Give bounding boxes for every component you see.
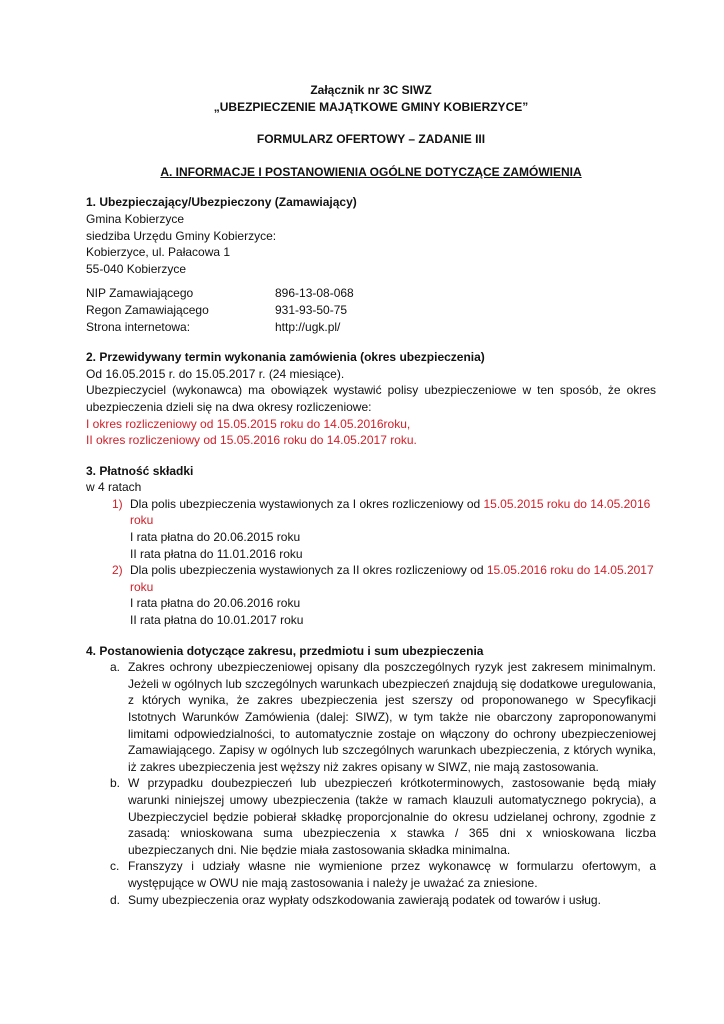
item-letter: a. <box>110 660 121 675</box>
section-2-heading: 2. Przewidywany termin wykonania zamówienia (okres ubezpieczenia) <box>86 350 485 365</box>
insurer-obligation: Ubezpieczyciel (wykonawca) ma obowiązek wystawić polisy ubezpieczeniowe w ten sposób, że okres ubezpieczenia dzieli się na dwa okresy rozliczeniowe: <box>86 383 656 414</box>
item-text: Dla polis ubezpieczenia wystawionych za I okres rozliczeniowy od <box>130 496 484 511</box>
nip-label: NIP Zamawiającego <box>86 286 194 301</box>
website-label: Strona internetowa: <box>86 319 191 334</box>
annex-title: Załącznik nr 3C SIWZ <box>310 83 432 97</box>
regon-row <box>86 302 656 319</box>
list-item <box>110 659 656 775</box>
installment-1: I rata płatna do 20.06.2015 roku <box>130 530 301 545</box>
item-period: 15.05.2016 roku do 14.05.2017 roku <box>130 563 654 594</box>
list-item <box>110 892 656 909</box>
installment-2: II rata płatna do 11.01.2016 roku <box>130 546 303 561</box>
regon-value: 931-93-50-75 <box>275 302 348 317</box>
term-line: Od 16.05.2015 r. do 15.05.2017 r. (24 miesiące). <box>86 366 345 381</box>
website-value: http://ugk.pl/ <box>275 319 341 334</box>
form-title: FORMULARZ OFERTOWY – ZADANIE III <box>256 132 486 147</box>
section-1-heading: 1. Ubezpieczający/Ubezpieczony (Zamawiający) <box>86 195 357 210</box>
item-letter: c. <box>110 859 120 874</box>
nip-row <box>86 285 656 302</box>
nip-value: 896-13-08-068 <box>275 286 354 301</box>
address-line: Kobierzyce, ul. Pałacowa 1 <box>86 245 231 260</box>
provisions-list <box>110 659 656 908</box>
document-page <box>86 82 656 908</box>
settlement-period-1: I okres rozliczeniowy od 15.05.2015 roku do 14.05.2016roku, <box>86 416 411 431</box>
settlement-period-2: II okres rozliczeniowy od 15.05.2016 roku do 14.05.2017 roku. <box>86 433 417 448</box>
project-title: „UBEZPIECZENIE MAJĄTKOWE GMINY KOBIERZYCE” <box>213 99 529 114</box>
item-text: Dla polis ubezpieczenia wystawionych za II okres rozliczeniowy od <box>130 563 487 578</box>
item-number: 1) <box>112 496 123 511</box>
item-text: Franszyzy i udziały własne nie wymienione przez wykonawcę w formularzu ofertowym, a występujące w OWU nie mają zastosowania i należy je uważać za zniesione. <box>128 859 656 890</box>
regon-label: Regon Zamawiającego <box>86 302 209 317</box>
item-text: Zakres ochrony ubezpieczeniowej opisany dla poszczególnych ryzyk jest zakresem minimalnym. Jeżeli w ogólnych lub szczególnych warunkach ubezpieczeń znajdują się dodatkowe uregulowania, z których wynika, że zakres ubezpieczenia jest szerszy od proponowanego w Specyfikacji Istotnych Warunków Zamówienia (dalej: SIWZ), w tym także nie obarczony zaproponowanymi limitami odpowiedzialności, to automatycznie zostaje on włączony do ochrony ubezpieczeniowej Zamawiającego. Zapisy w ogólnych lub szczególnych warunkach ubezpieczenia, z których wynika, iż zakres ubezpieczenia jest węższy niż zakres opisany w SIWZ, nie mają zastosowania. <box>128 660 656 774</box>
list-item <box>110 775 656 858</box>
section-4-heading: 4. Postanowienia dotyczące zakresu, przedmiotu i sum ubezpieczenia <box>86 643 484 658</box>
list-item <box>112 562 656 628</box>
list-item <box>112 496 656 562</box>
address-line: siedziba Urzędu Gminy Kobierzyce: <box>86 228 277 243</box>
installment-1: I rata płatna do 20.06.2016 roku <box>130 596 301 611</box>
item-letter: b. <box>110 776 121 791</box>
address-line: Gmina Kobierzyce <box>86 211 185 226</box>
item-text: W przypadku doubezpieczeń lub ubezpieczeń krótkoterminowych, zastosowanie będą miały warunki niniejszej umowy ubezpieczenia (także w ramach klauzuli automatycznego pokrycia), a Ubezpieczyciel będzie pobierał składkę proporcjonalnie do okresu udzielanej ochrony, zgodnie z zasadą: wnioskowana suma ubezpieczenia x stawka / 365 dni x wnioskowana liczba ubezpieczanych dni. Nie będzie miała zastosowania składka minimalna. <box>128 776 656 857</box>
item-letter: d. <box>110 892 121 907</box>
section-3-heading: 3. Płatność składki <box>86 463 194 478</box>
item-number: 2) <box>112 563 123 578</box>
installment-2: II rata płatna do 10.01.2017 roku <box>130 613 304 628</box>
item-period: 15.05.2015 roku do 14.05.2016 roku <box>130 496 651 528</box>
website-row <box>86 319 656 336</box>
list-item <box>110 858 656 891</box>
address-line: 55-040 Kobierzyce <box>86 261 187 276</box>
section-a-heading: A. INFORMACJE I POSTANOWIENIA OGÓLNE DOTYCZĄCE ZAMÓWIENIA <box>160 164 582 179</box>
item-text: Sumy ubezpieczenia oraz wypłaty odszkodowania zawierają podatek od towarów i usług. <box>128 892 601 907</box>
installments-intro: w 4 ratach <box>86 480 142 495</box>
payment-list <box>112 496 656 629</box>
